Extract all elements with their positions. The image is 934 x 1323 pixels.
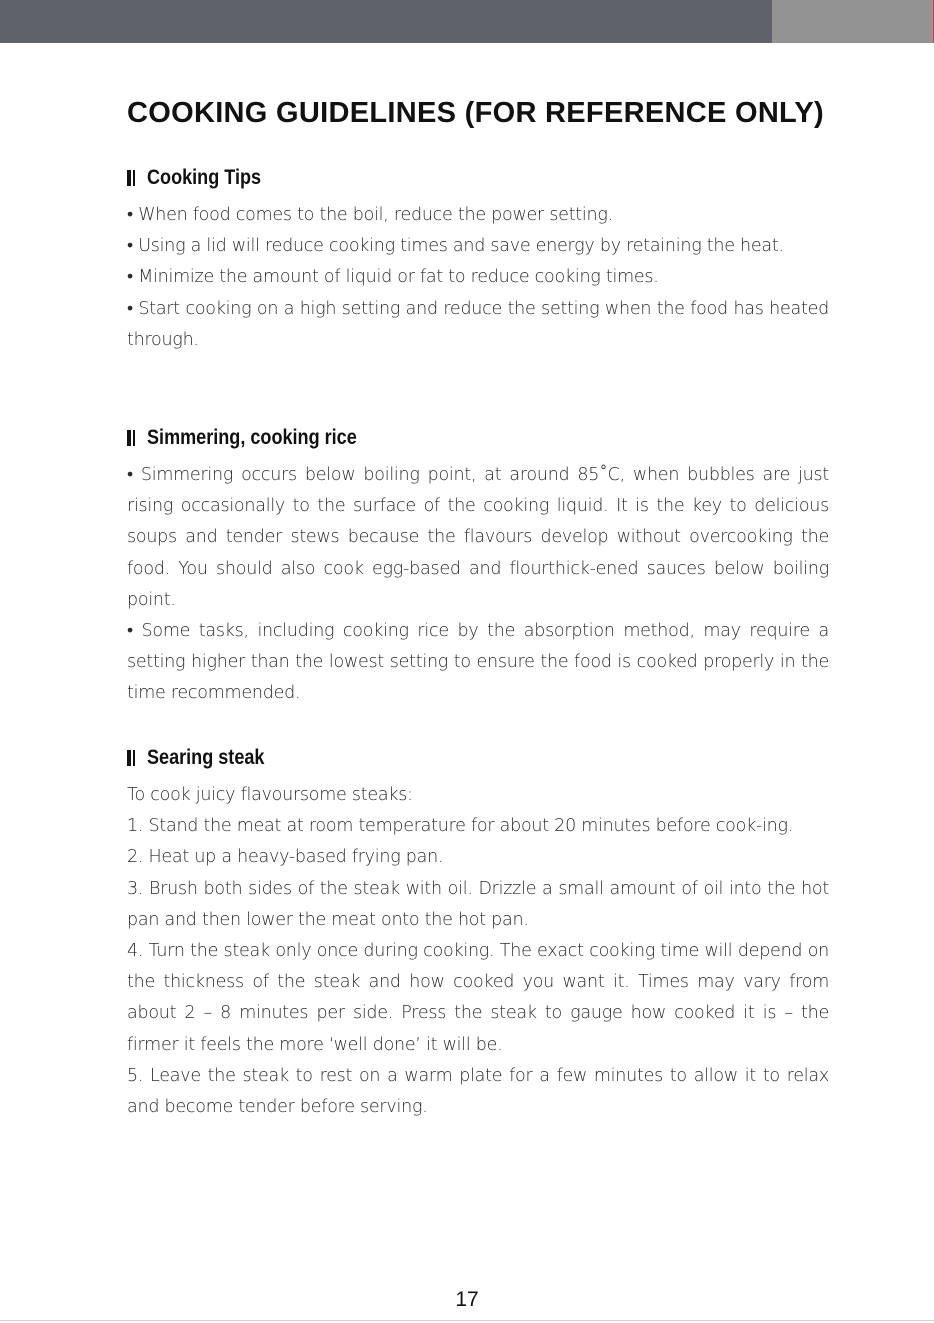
section-heading-text: Searing steak [147,746,265,769]
section-heading-text: Simmering, cooking rice [147,426,357,449]
section-marker-icon [127,750,135,766]
page-number: 17 [455,1288,479,1311]
section-heading [127,424,829,452]
page-title: COOKING GUIDELINES (FOR REFERENCE ONLY) [127,97,825,129]
section-simmering [127,424,829,710]
section-cooking-tips [127,164,829,356]
section-marker-icon [127,170,135,186]
paragraph: 5. Leave the steak to rest on a warm plate for a few minutes to allow it to relax and become tender before serving. [127,1065,829,1118]
paragraph: • When food comes to the boil, reduce the power setting. [127,205,613,225]
paragraph: 2. Heat up a heavy-based frying pan. [127,847,444,868]
paragraph: 4. Turn the steak only once during cooking. The exact cooking time will depend on the thickness of the steak and how cooked you want it. Times may vary from about 2 – 8 minutes per side. Press the steak to gauge how cooked it is – the firmer it feels the more ‘well done’ it will be. [127,941,829,1055]
paragraph: • Start cooking on a high setting and reduce the setting when the food has heated through. [127,298,829,350]
section-heading [127,164,829,192]
paragraph: 3. Brush both sides of the steak with oil. Drizzle a small amount of oil into the hot pan and then lower the meat onto the hot pan. [127,878,829,930]
section-marker-icon [127,430,135,446]
paragraph: 1. Stand the meat at room temperature for about 20 minutes before cook-ing. [127,816,794,837]
paragraph: • Simmering occurs below boiling point, at around 85˚C, when bubbles are just rising occasionally to the surface of the cooking liquid. It is the key to delicious soups and tender stews because the flavours develop without overcooking the food. You should also cook egg-based and flourthick-ened sauces below boiling point. [127,465,829,610]
paragraph: • Minimize the amount of liquid or fat to reduce cooking times. [127,267,659,288]
paragraph: • Some tasks, including cooking rice by the absorption method, may require a setting higher than the lowest setting to ensure the food is cooked properly in the time recommended. [127,621,829,704]
header-bar [0,0,772,43]
paragraph: • Using a lid will reduce cooking times and save energy by retaining the heat. [127,236,784,257]
section-searing-steak [127,744,829,1123]
section-heading-text: Cooking Tips [147,166,262,189]
bottom-rule [0,1320,934,1321]
paragraph: To cook juicy flavoursome steaks: [127,785,413,805]
header-accent-block [772,0,934,43]
section-heading [127,744,829,772]
